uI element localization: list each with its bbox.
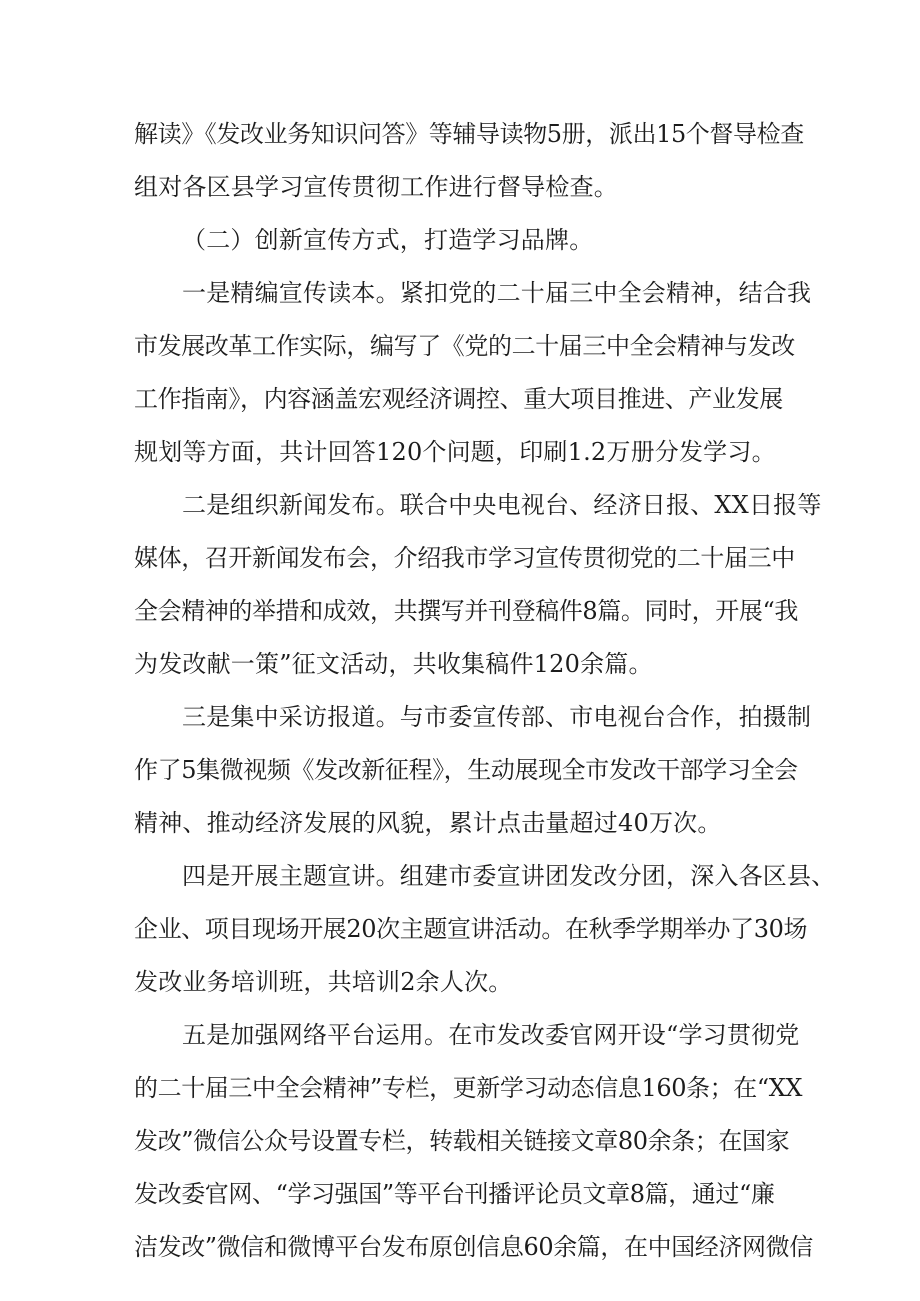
text-line: 规划等方面，共计回答120个问题，印刷1.2万册分发学习。 (134, 438, 776, 466)
document-body (134, 108, 836, 1274)
text-line: 全会精神的举措和成效，共撰写并刊登稿件8篇。同时，开展“我 (134, 597, 798, 625)
text-line: 精神、推动经济发展的风貌，累计点击量超过40万次。 (134, 809, 722, 837)
paragraph-start: 一是精编宣传读本。紧扣党的二十届三中全会精神，结合我 (182, 279, 812, 307)
text-line: 工作指南》，内容涵盖宏观经济调控、重大项目推进、产业发展 (134, 385, 783, 413)
text-line: 解读》《发改业务知识问答》等辅导读物5册，派出15个督导检查 (134, 120, 804, 148)
text-line: 媒体，召开新闻发布会，介绍我市学习宣传贯彻党的二十届三中 (134, 544, 795, 572)
text-line: 组对各区县学习宣传贯彻工作进行督导检查。 (134, 173, 618, 201)
text-line: 市发展改革工作实际，编写了《党的二十届三中全会精神与发改 (134, 332, 795, 360)
text-line: 发改”微信公众号设置专栏，转载相关链接文章80余条；在国家 (134, 1127, 790, 1155)
text-line: 作了5集微视频《发改新征程》，生动展现全市发改干部学习全会 (134, 756, 798, 784)
text-line: 为发改献一策”征文活动，共收集稿件120余篇。 (134, 650, 653, 678)
paragraph-start: 二是组织新闻发布。联合中央电视台、经济日报、XX日报等 (182, 491, 822, 519)
paragraph-start: 三是集中采访报道。与市委宣传部、市电视台合作，拍摄制 (182, 703, 812, 731)
section-heading: （二）创新宣传方式，打造学习品牌。 (182, 226, 594, 254)
text-line: 的二十届三中全会精神”专栏，更新学习动态信息160条；在“XX (134, 1074, 803, 1102)
text-line: 发改委官网、“学习强国”等平台刊播评论员文章8篇，通过“廉 (134, 1180, 775, 1208)
paragraph-start: 四是开展主题宣讲。组建市委宣讲团发改分团，深入各区县、 (182, 862, 836, 890)
paragraph-start: 五是加强网络平台运用。在市发改委官网开设“学习贯彻党 (182, 1021, 800, 1049)
text-line: 洁发改”微信和微博平台发布原创信息60余篇，在中国经济网微信 (134, 1233, 813, 1261)
text-line: 企业、项目现场开展20次主题宣讲活动。在秋季学期举办了30场 (134, 915, 808, 943)
text-line: 发改业务培训班，共培训2余人次。 (134, 968, 513, 996)
